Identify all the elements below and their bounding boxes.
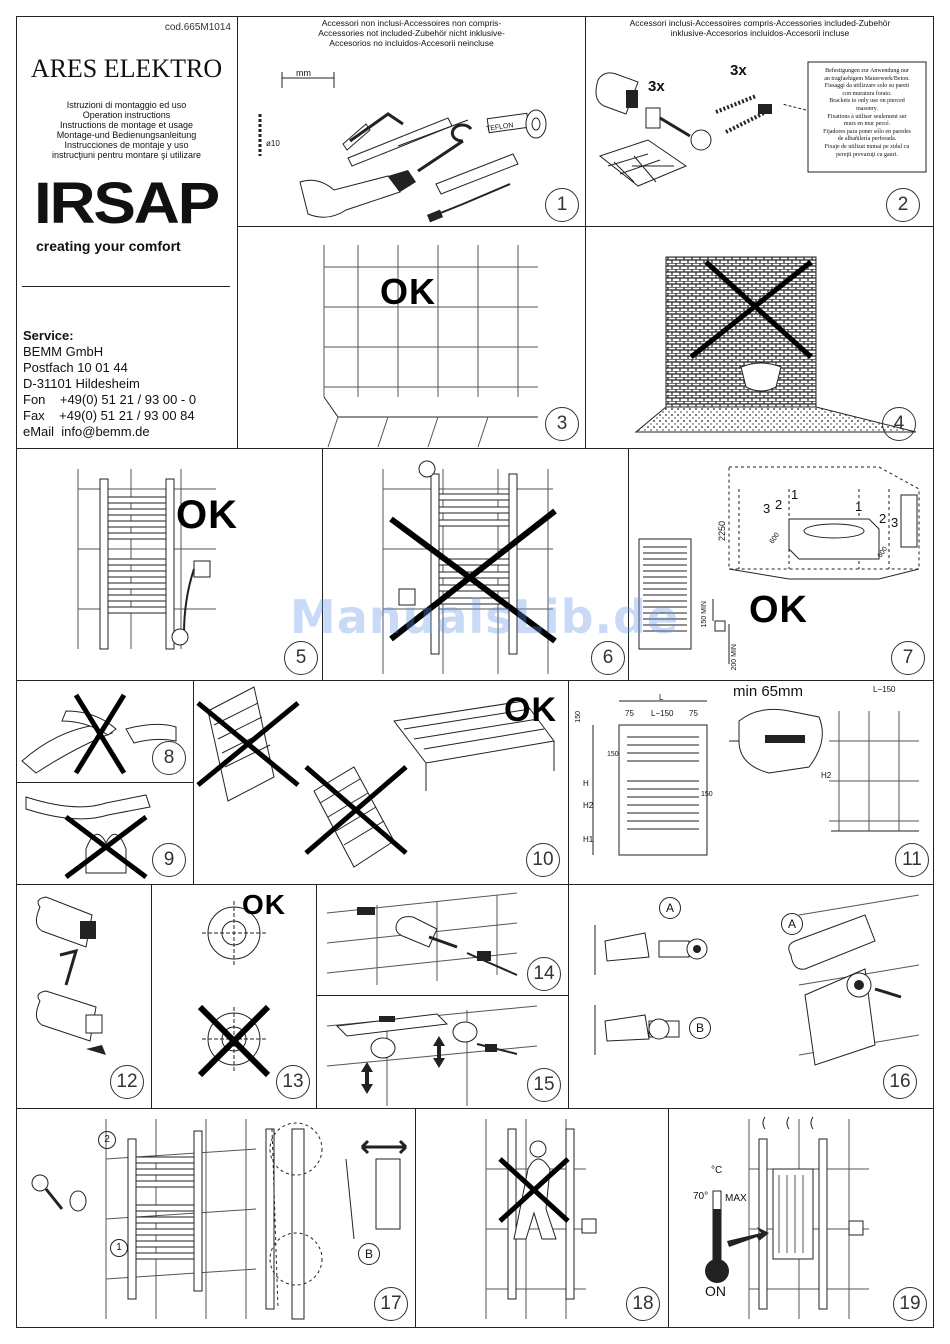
step-6-panel xyxy=(323,449,628,680)
dim-L150: L−150 xyxy=(651,709,674,718)
service-block xyxy=(23,328,196,440)
step-number: 13 xyxy=(276,1065,310,1099)
step-16-panel xyxy=(569,885,934,1108)
ok-label: OK xyxy=(242,889,286,920)
step-number: 18 xyxy=(626,1287,660,1321)
step-17-panel xyxy=(16,1109,415,1328)
label-b: B xyxy=(689,1017,711,1039)
dim-value: 200 xyxy=(731,658,738,671)
document-code: cod.665M1014 xyxy=(164,22,231,33)
ok-label: OK xyxy=(504,691,557,729)
label-a: A xyxy=(659,897,681,919)
label-b: B xyxy=(358,1243,380,1265)
step-number: 10 xyxy=(526,843,560,877)
step-number: 19 xyxy=(893,1287,927,1321)
instruction-line: Istruzioni di montaggio ed uso xyxy=(66,100,187,110)
step-3-panel xyxy=(238,227,585,448)
dim-150-top: 150 xyxy=(575,711,582,723)
instruction-languages xyxy=(16,100,237,160)
step-number: 6 xyxy=(591,641,625,675)
dim-L150-right: L−150 xyxy=(873,685,896,694)
text-line: Accessori non inclusi-Accessoires non compris- xyxy=(321,18,502,28)
dim-75-left: 75 xyxy=(625,709,634,718)
step-7-panel xyxy=(629,449,934,680)
fixing-note xyxy=(808,68,926,159)
service-company: BEMM GmbH xyxy=(23,344,104,359)
dim-75-right: 75 xyxy=(689,709,698,718)
step-number: 9 xyxy=(152,843,186,877)
service-city: D-31101 Hildesheim xyxy=(23,376,140,391)
zone-3-label: 3 xyxy=(763,501,771,516)
step-number: 5 xyxy=(284,641,318,675)
switch-on-label: ON xyxy=(705,1283,726,1299)
hang-radiator-illustration xyxy=(16,1109,415,1328)
note-line: Fixations à utiliser seulement sur xyxy=(827,113,907,120)
label-1: 1 xyxy=(110,1239,128,1257)
watermark: ManualsLib.de xyxy=(290,590,680,644)
text-line: Accessori inclusi-Accessoires compris-Accessories included-Zubehör xyxy=(629,18,891,28)
step-number: 1 xyxy=(545,188,579,222)
step-5-panel xyxy=(16,449,322,680)
service-postbox: Postfach 10 01 44 xyxy=(23,360,128,375)
ok-label: OK xyxy=(749,589,808,631)
brand-logo: IRSAP xyxy=(34,171,218,236)
service-fax: Fax +49(0) 51 21 / 93 00 84 xyxy=(23,408,195,423)
note-line: Fissaggi da utilizzare solo su pareti xyxy=(824,83,910,90)
dim-H2-right: H2 xyxy=(821,771,832,780)
service-email: eMail info@bemm.de xyxy=(23,424,150,439)
step-10-panel xyxy=(194,681,568,884)
zone-1-label: 1 xyxy=(791,487,799,502)
temp-value: 70° xyxy=(693,1191,709,1202)
step-14-panel xyxy=(317,885,568,995)
step-9-panel xyxy=(16,783,193,884)
service-heading: Service: xyxy=(23,328,74,343)
brand-tagline: creating your comfort xyxy=(36,238,181,254)
instruction-line: Operation instructions xyxy=(82,110,171,120)
dim-value: 150 xyxy=(701,615,708,628)
step-15-panel xyxy=(317,996,568,1108)
instruction-line: Montage-und Bedienungsanleitung xyxy=(56,130,197,140)
temp-max: MAX xyxy=(725,1193,747,1204)
instruction-line: instrucţiuni pentru montare şi utilizare xyxy=(51,150,202,160)
step-18-panel xyxy=(416,1109,668,1328)
dim-150-left: 150 xyxy=(607,751,619,758)
dim-150 xyxy=(701,601,708,627)
note-line: de albañilería perforada. xyxy=(837,136,897,143)
measure-label: mm xyxy=(296,68,311,78)
dim-H2: H2 xyxy=(583,801,594,810)
step-number: 4 xyxy=(882,407,916,441)
separator-line xyxy=(22,286,230,287)
zone-1-label: 1 xyxy=(855,499,863,514)
step-19-panel xyxy=(669,1109,934,1328)
note-line: masonry. xyxy=(856,105,878,112)
step-number: 2 xyxy=(886,188,920,222)
step-number: 14 xyxy=(527,957,561,991)
brick-wall-illustration xyxy=(586,227,934,448)
qty-label: 3x xyxy=(730,62,747,79)
dimension-drawing xyxy=(569,681,934,884)
qty-label: 3x xyxy=(648,78,665,95)
dim-150-right: 150 xyxy=(701,791,713,798)
note-line: Brackets to only use on pierced xyxy=(829,98,905,105)
step-12-panel xyxy=(16,885,151,1108)
bathroom-zones-illustration xyxy=(629,449,934,680)
dim-H1: H1 xyxy=(583,835,594,844)
temp-unit: °C xyxy=(711,1165,723,1176)
step-number: 11 xyxy=(895,843,929,877)
dim-2250: 2250 xyxy=(717,521,727,542)
tools-illustration xyxy=(238,16,585,226)
step-8-panel xyxy=(16,681,193,782)
note-line: pereţii prevazuţi cu gauri. xyxy=(836,151,898,158)
dim-600a: 600 xyxy=(768,531,782,546)
step-number: 16 xyxy=(883,1065,917,1099)
step-4-panel xyxy=(586,227,934,448)
radiator-wrong-illustration xyxy=(323,449,628,680)
dim-H: H xyxy=(583,779,589,788)
label-a: A xyxy=(781,913,803,935)
step-number: 12 xyxy=(110,1065,144,1099)
drill-size-label: ø10 xyxy=(266,139,280,148)
step-number: 3 xyxy=(545,407,579,441)
bracket-orientation-illustration xyxy=(569,885,934,1108)
zone-3-label: 3 xyxy=(891,515,899,530)
text-line: Accesorios no incluidos-Accesorii neincluse xyxy=(329,38,494,48)
product-title: ARES ELEKTRO xyxy=(30,54,223,83)
dim-min: MIN xyxy=(731,644,738,657)
service-phone: Fon +49(0) 51 21 / 93 00 - 0 xyxy=(23,392,197,407)
step-11-panel xyxy=(569,681,934,884)
step-2-panel xyxy=(586,16,934,226)
label-2: 2 xyxy=(98,1131,116,1149)
dim-min: MIN xyxy=(701,601,708,614)
note-line: Befestigungen zur Anwendung nur xyxy=(825,68,909,74)
ok-label: OK xyxy=(380,271,436,312)
text-line: Accessories not included-Zubehör nicht inklusive- xyxy=(318,28,505,38)
instruction-line: Instructions de montage et usage xyxy=(59,120,194,130)
step-number: 8 xyxy=(152,741,186,775)
instruction-line: Instrucciones de montaje y uso xyxy=(64,140,189,150)
note-line: an tragfaehigem Mauerwerk/Beton. xyxy=(824,75,910,82)
dim-L: L xyxy=(659,693,664,702)
zone-2-label: 2 xyxy=(879,511,887,526)
header-panel xyxy=(16,16,237,448)
note-line: murs en mur percé. xyxy=(843,121,891,128)
step-number: 17 xyxy=(374,1287,408,1321)
teflon-label: TEFLON xyxy=(485,122,514,133)
ok-label: OK xyxy=(176,493,238,537)
text-line: inklusive-Accesorios incluidos-Accesorii incluse xyxy=(670,28,850,38)
tiled-wall-illustration xyxy=(238,227,585,448)
step-number: 7 xyxy=(891,641,925,675)
step-number: 15 xyxy=(527,1068,561,1102)
dim-200 xyxy=(731,644,738,670)
note-line: con muratura forato. xyxy=(842,90,892,97)
note-line: Fixaje de utilizat numai pe zidul cu xyxy=(824,143,910,150)
min-depth-label: min 65mm xyxy=(733,683,804,700)
radiator-ok-illustration xyxy=(16,449,322,680)
dim-600b: 600 xyxy=(876,545,890,560)
step-1-panel xyxy=(238,16,585,226)
note-line: Fijadores para poner sólo en paredes xyxy=(823,128,911,135)
step-13-panel xyxy=(152,885,316,1108)
zone-2-label: 2 xyxy=(775,497,783,512)
